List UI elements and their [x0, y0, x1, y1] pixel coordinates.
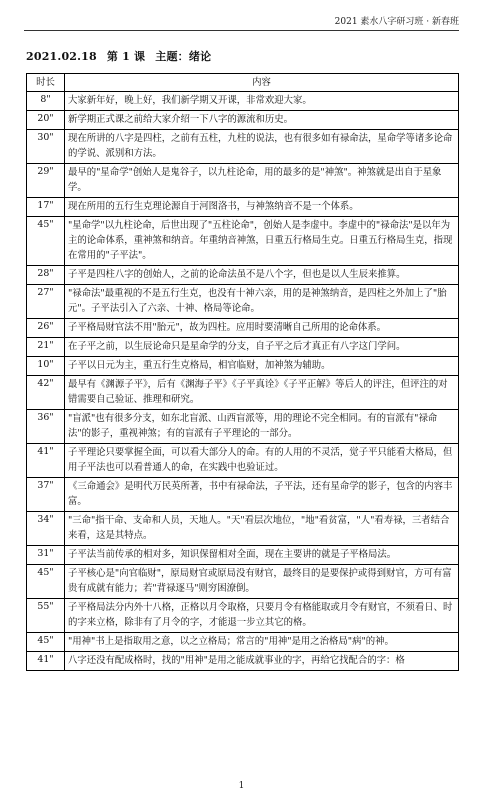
content-cell: 最早有《渊源子平》，后有《渊海子平》《子平真诠》《子平正解》等后人的评注，但评注的对错需要自己验证、推理和研究。 [65, 376, 459, 410]
table-row [27, 164, 459, 198]
duration-cell: 10" [27, 357, 65, 376]
column-header-time: 时长 [27, 74, 65, 92]
content-cell: 大家新年好，晚上好，我们新学期又开课，非常欢迎大家。 [65, 92, 459, 111]
table-row [27, 633, 459, 652]
duration-cell: 36" [27, 410, 65, 444]
table-body [27, 92, 459, 671]
lesson-table-container [26, 73, 458, 671]
duration-cell: 29" [27, 164, 65, 198]
table-row [27, 652, 459, 671]
content-cell: "禄命法"最重视的不是五行生克，也没有十神六亲，用的是神煞纳音，是四柱之外加上了"胎元"。子平法引入了六亲、十神、格局等论命。 [65, 285, 459, 319]
content-cell: "盲派"也有很多分支，如东北盲派、山西盲派等，用的理论不完全相同。有的盲派有"禄命法"的影子，重视神煞；有的盲派有子平理论的一部分。 [65, 410, 459, 444]
duration-cell: 45" [27, 565, 65, 599]
duration-cell: 8" [27, 92, 65, 111]
duration-cell: 28" [27, 266, 65, 285]
table-row [27, 319, 459, 338]
content-cell: 新学期正式课之前给大家介绍一下八字的源流和历史。 [65, 111, 459, 130]
table-row [27, 338, 459, 357]
content-cell: 现在所讲的八字是四柱，之前有五柱，九柱的说法，也有很多如有禄命法，星命学等诸多论命的学说、派别和方法。 [65, 130, 459, 164]
table-row [27, 444, 459, 478]
content-cell: 最早的"星命学"创始人是鬼谷子，以九柱论命，用的最多的是"神煞"。神煞就是出自于星象学。 [65, 164, 459, 198]
table-row [27, 266, 459, 285]
lesson-topic: 主题：绪论 [155, 50, 212, 63]
column-header-content: 内容 [65, 74, 459, 92]
page-number: 1 [238, 781, 245, 791]
table-row [27, 376, 459, 410]
table-row [27, 565, 459, 599]
content-cell: "星命学"以九柱论命，后世出现了"五柱论命"，创始人是李虚中。李虚中的"禄命法"是以年为主的论命体系，重神煞和纳音。年重纳音神煞，日重五行格局生克。日重五行格局生克，指现在常用的"子平法"。 [65, 217, 459, 266]
duration-cell: 26" [27, 319, 65, 338]
content-cell: 子平格局法分内外十八格，正格以月令取格，只要月令有格能取或月令有财官，不须看日、时的字来立格，除非有了月令的字，才能退一步立其它的格。 [65, 599, 459, 633]
duration-cell: 37" [27, 478, 65, 512]
table-row [27, 478, 459, 512]
table-row [27, 198, 459, 217]
lesson-number: 第 1 课 [106, 50, 146, 63]
duration-cell: 31" [27, 546, 65, 565]
content-cell: "三命"指干命、支命和人员，天地人。"天"看层次地位，"地"看贫富，"人"看寿禄，三者结合来看，这是其特点。 [65, 512, 459, 546]
content-cell: "用神"书上是指取用之意，以之立格局；常言的"用神"是用之治格局"病"的神。 [65, 633, 459, 652]
table-row [27, 111, 459, 130]
header-rule [24, 30, 459, 31]
lesson-date: 2021.02.18 [26, 50, 97, 63]
table-row [27, 599, 459, 633]
content-cell: 子平以日元为主，重五行生克格局，相官临财，加神煞为辅助。 [65, 357, 459, 376]
table-row [27, 357, 459, 376]
duration-cell: 45" [27, 217, 65, 266]
table-row [27, 546, 459, 565]
table-row [27, 512, 459, 546]
content-cell: 子平理论只要掌握全面，可以看大部分人的命。有的人用的不灵活，觉子平只能看大格局，但用子平法也可以看普通人的命，在实践中也验证过。 [65, 444, 459, 478]
duration-cell: 17" [27, 198, 65, 217]
duration-cell: 27" [27, 285, 65, 319]
duration-cell: 42" [27, 376, 65, 410]
duration-cell: 30" [27, 130, 65, 164]
duration-cell: 55" [27, 599, 65, 633]
content-cell: 八字还没有配成格时，找的"用神"是用之能成就事业的字，再给它找配合的字：格 [65, 652, 459, 671]
table-row [27, 217, 459, 266]
lesson-table [26, 73, 459, 671]
content-cell: 子平核心是"向官临财"，原局财官或原局没有财官，最终目的是要保护或得到财官，方可有富贵有成就有能力；若"背禄逐马"则穷困潦倒。 [65, 565, 459, 599]
table-row [27, 410, 459, 444]
content-cell: 《三命通会》是明代万民英所著，书中有禄命法，子平法，还有星命学的影子，包含的内容丰富。 [65, 478, 459, 512]
duration-cell: 21" [27, 338, 65, 357]
duration-cell: 20" [27, 111, 65, 130]
page-header: 2021 素水八字研习班 · 新春班 [334, 17, 459, 27]
table-header-row [27, 74, 459, 92]
table-row [27, 92, 459, 111]
duration-cell: 41" [27, 652, 65, 671]
content-cell: 子平法当前传承的相对多，知识保留相对全面，现在主要讲的就是子平格局法。 [65, 546, 459, 565]
lesson-title [26, 48, 217, 64]
duration-cell: 34" [27, 512, 65, 546]
content-cell: 现在所用的五行生克理论源自于河图洛书，与神煞纳音不是一个体系。 [65, 198, 459, 217]
duration-cell: 45" [27, 633, 65, 652]
content-cell: 子平是四柱八字的创始人，之前的论命法虽不是八个字，但也是以人生辰来推算。 [65, 266, 459, 285]
content-cell: 子平格局财官法不用"胎元"，故为四柱。应用时要清晰自己所用的论命体系。 [65, 319, 459, 338]
duration-cell: 41" [27, 444, 65, 478]
table-row [27, 130, 459, 164]
table-row [27, 285, 459, 319]
content-cell: 在子平之前，以生辰论命只是星命学的分支，自子平之后才真正有八字这门学问。 [65, 338, 459, 357]
